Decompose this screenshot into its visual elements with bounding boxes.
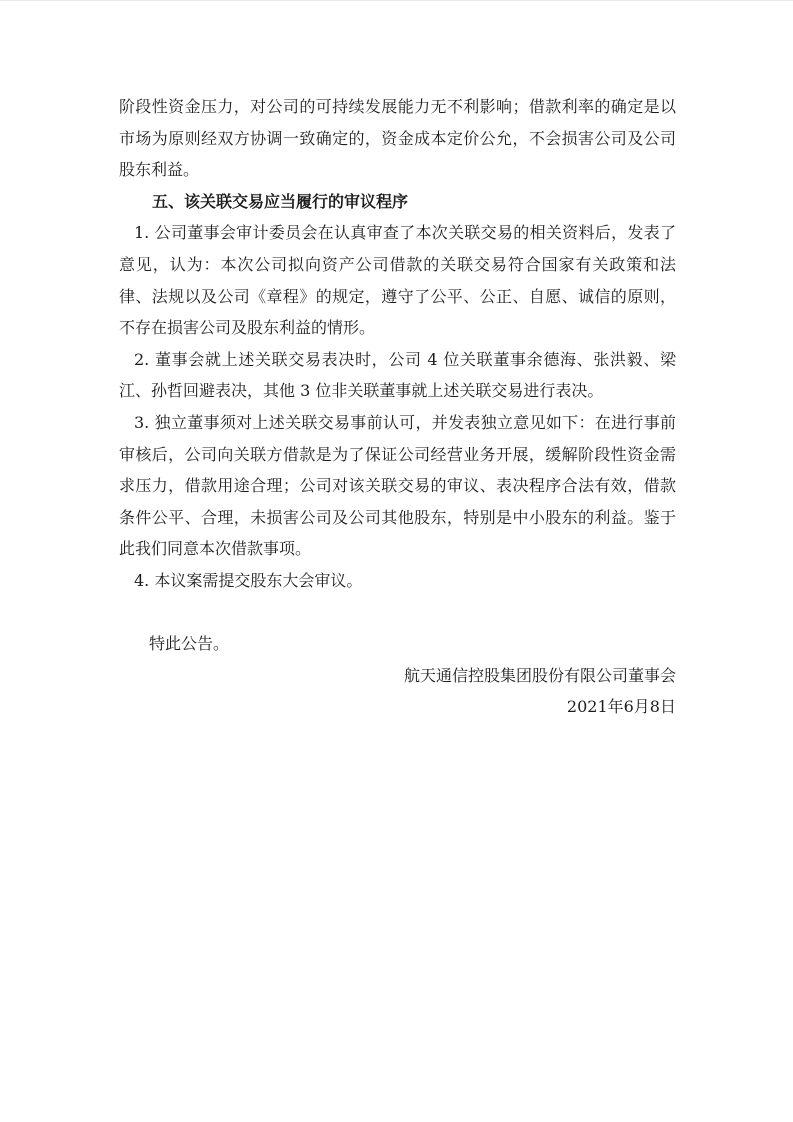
signature-date: 2021年6月8日 <box>566 697 676 717</box>
section-heading: 五、该关联交易应当履行的审议程序 <box>152 191 409 211</box>
independent-directors-paragraph: 3. 独立董事须对上述关联交易事前认可，并发表独立意见如下：在进行事前审核后，公司向关联方借款是为了保证公司经营业务开展，缓解阶段性资金需求压力，借款用途合理；公司对该关联交易的审议、表决程序合法有效，借款条件公平、合理，未损害公司及公司其他股东，特别是中小股东的利益。鉴于此我们同意本次借款事项。 <box>119 412 676 559</box>
closing-statement: 特此公告。 <box>149 634 230 654</box>
signature-company: 航天通信控股集团股份有限公司董事会 <box>403 665 676 685</box>
shareholder-meeting-paragraph: 4. 本议案需提交股东大会审议。 <box>134 570 363 590</box>
board-vote-paragraph: 2. 董事会就上述关联交易表决时，公司 4 位关联董事余德海、张洪毅、梁江、孙哲回避表决，其他 3 位非关联董事就上述关联交易进行表决。 <box>119 349 676 401</box>
audit-committee-paragraph: 1. 公司董事会审计委员会在认真审查了本次关联交易的相关资料后，发表了意见，认为：本次公司拟向资产公司借款的关联交易符合国家有关政策和法律、法规以及公司《章程》的规定，遵守了公平、公正、自愿、诚信的原则，不存在损害公司及股东利益的情形。 <box>119 223 676 338</box>
announcement-body <box>119 91 676 723</box>
continuation-paragraph: 阶段性资金压力，对公司的可持续发展能力无不利影响；借款利率的确定是以市场为原则经双方协调一致确定的，资金成本定价公允，不会损害公司及公司股东利益。 <box>119 97 676 180</box>
